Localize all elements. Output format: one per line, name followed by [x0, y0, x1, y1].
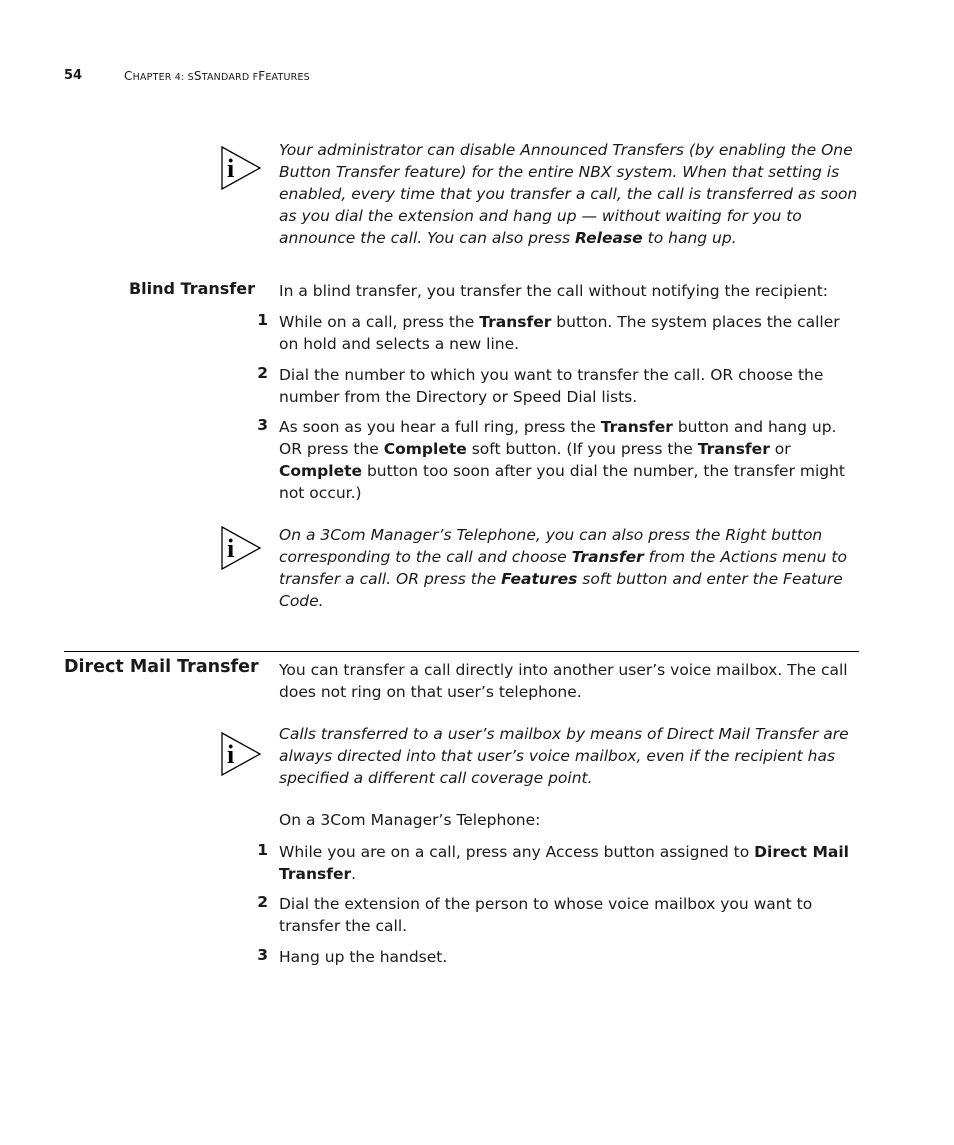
step-number: 3 — [257, 946, 268, 964]
svg-text:i: i — [227, 154, 235, 183]
direct-mail-transfer-heading: Direct Mail Transfer — [64, 657, 259, 677]
note-manager-telephone: On a 3Com Manager’s Telephone, you can also press the Right button corresponding to the call and choose Transfer from the Actions menu to transfer a call. OR press the Features soft button and enter the Feature Code. — [279, 526, 847, 610]
step-number: 1 — [257, 311, 268, 329]
blind-step-1: While on a call, press the Transfer button. The system places the caller on hold and selects a new line. — [279, 313, 840, 353]
step-number: 2 — [257, 893, 268, 911]
blind-step-2: Dial the number to which you want to transfer the call. OR choose the number from the Directory or Speed Dial lists. — [279, 366, 824, 406]
step-number: 1 — [257, 841, 268, 859]
step-number: 3 — [257, 416, 268, 434]
section-divider — [64, 651, 859, 652]
note-direct-mail: Calls transferred to a user’s mailbox by means of Direct Mail Transfer are always directed into that user’s voice mailbox, even if the recipient has specified a different call coverage point. — [279, 725, 849, 787]
info-icon — [220, 732, 262, 776]
blind-step-3: As soon as you hear a full ring, press the Transfer button and hang up. OR press the Complete soft button. (If you press the Transfer or Complete button too soon after you dial the number, the transfer might not occur.) — [279, 418, 846, 502]
svg-text:i: i — [227, 534, 235, 563]
step-number: 2 — [257, 364, 268, 382]
note-announced-transfers: Your administrator can disable Announced Transfers (by enabling the One Button Transfer feature) for the entire NBX system. When that setting is enabled, every time that you transfer a call, the call is transferred as soon as you dial the extension and hang up — without waiting for you to announce the call. You can also press Release to hang up. — [279, 141, 858, 247]
chapter-title-s: S — [193, 69, 202, 83]
direct-step-3: Hang up the handset. — [279, 948, 448, 966]
svg-text:i: i — [227, 740, 235, 769]
direct-mail-intro: You can transfer a call directly into another user’s voice mailbox. The call does not ring on that user’s telephone. — [279, 661, 848, 701]
info-icon — [220, 146, 262, 190]
info-icon — [220, 526, 262, 570]
chapter-title: CHAPTER 4: SSTANDARD FFEATURES — [124, 69, 310, 83]
direct-step-2: Dial the extension of the person to whose voice mailbox you want to transfer the call. — [279, 895, 813, 935]
direct-mail-lead: On a 3Com Manager’s Telephone: — [279, 811, 541, 829]
blind-transfer-intro: In a blind transfer, you transfer the call without notifying the recipient: — [279, 282, 829, 300]
direct-step-1: While you are on a call, press any Access button assigned to Direct Mail Transfer. — [279, 843, 849, 883]
page-number: 54 — [64, 68, 83, 83]
blind-transfer-heading: Blind Transfer — [128, 279, 255, 298]
